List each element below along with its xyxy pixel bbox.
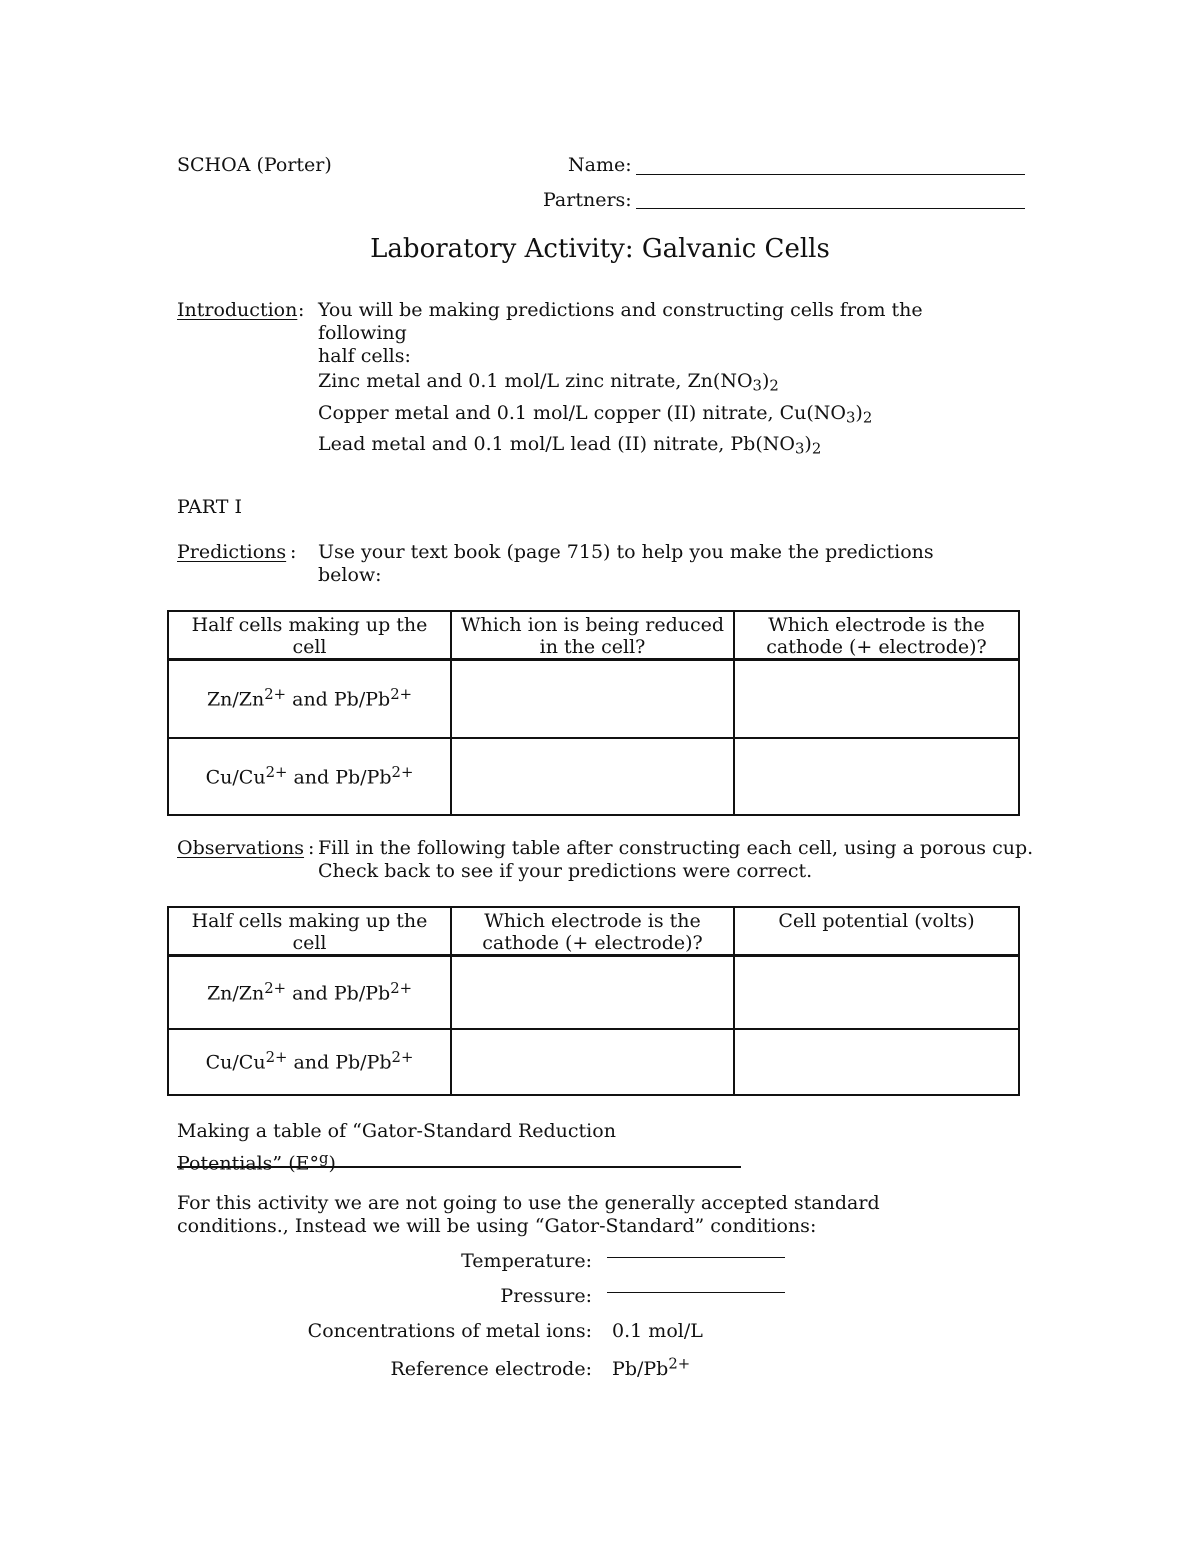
- gator-paragraph: [177, 1192, 880, 1238]
- half-cell-copper: Copper metal and 0.1 mol/L copper (II) nitrate, $Cu(NO_3)_2$: [318, 401, 873, 427]
- table-header-row: [168, 611, 1019, 660]
- introduction-colon: :: [298, 299, 305, 321]
- observations-text: [318, 837, 1033, 883]
- table-row: [168, 956, 1019, 1029]
- page-title: Laboratory Activity: Galvanic Cells: [370, 234, 830, 264]
- header-cell-potential: Cell potential (volts): [734, 907, 1019, 956]
- header-cathode: Which electrode is the cathode (+ electrode)?: [451, 907, 734, 956]
- header-half-cells: Half cells making up the cell: [168, 611, 451, 660]
- condition-label: Reference electrode:: [390, 1357, 592, 1380]
- header-half-cells: Half cells making up the cell: [168, 907, 451, 956]
- cell-half-cells: $Zn/Zn^{2+}$ and $Pb/Pb^{2+}$: [168, 956, 451, 1029]
- condition-temperature: [174, 1250, 592, 1272]
- half-cell-list: [318, 368, 872, 463]
- partners-label: Partners:: [543, 189, 632, 211]
- observations-colon: :: [308, 837, 315, 859]
- observations-line-1: Fill in the following table after constructing each cell, using a porous cup.: [318, 837, 1034, 859]
- condition-concentration: [174, 1320, 703, 1342]
- observations-table: [167, 906, 1020, 1096]
- condition-value: $Pb/Pb^{2+}$: [612, 1355, 691, 1380]
- gator-paragraph-line-1: For this activity we are not going to use the generally accepted standard: [177, 1192, 880, 1214]
- partners-field-line[interactable]: [636, 208, 1025, 209]
- intro-line-1: You will be making predictions and constructing cells from the: [318, 299, 923, 321]
- table-row: [168, 1029, 1019, 1095]
- answer-cell[interactable]: [734, 660, 1019, 738]
- introduction-text: [318, 299, 923, 368]
- condition-pressure: [174, 1285, 592, 1307]
- temperature-blank[interactable]: [607, 1257, 785, 1258]
- intro-line-3: half cells:: [318, 345, 411, 367]
- predictions-text: [318, 541, 934, 587]
- table-header-row: [168, 907, 1019, 956]
- name-label: Name:: [568, 154, 632, 176]
- name-field-line[interactable]: [636, 174, 1025, 175]
- half-cell-lead: Lead metal and 0.1 mol/L lead (II) nitrate, $Pb(NO_3)_2$: [318, 433, 822, 459]
- predictions-colon: :: [290, 541, 297, 563]
- observations-label: Observations: [177, 837, 305, 859]
- answer-cell[interactable]: [734, 956, 1019, 1029]
- answer-cell[interactable]: [451, 1029, 734, 1095]
- table-row: [168, 660, 1019, 738]
- observations-line-2: Check back to see if your predictions were correct.: [318, 860, 813, 882]
- condition-label: Pressure:: [500, 1285, 592, 1307]
- gator-paragraph-line-2: conditions., Instead we will be using “Gator-Standard” conditions:: [177, 1215, 817, 1237]
- cell-half-cells: $Zn/Zn^{2+}$ and $Pb/Pb^{2+}$: [168, 660, 451, 738]
- condition-label: Temperature:: [461, 1250, 592, 1272]
- gator-heading-line-2: Potentials” (E°$^g$): [177, 1150, 336, 1175]
- answer-cell[interactable]: [451, 660, 734, 738]
- table-row: [168, 738, 1019, 815]
- course-label: SCHOA (Porter): [177, 154, 332, 176]
- predictions-table: [167, 610, 1020, 816]
- condition-value: 0.1 mol/L: [612, 1320, 703, 1342]
- part-heading: PART I: [177, 496, 242, 518]
- gator-heading-rule: [177, 1166, 741, 1168]
- condition-label: Concentrations of metal ions:: [307, 1320, 592, 1342]
- predictions-label: Predictions: [177, 541, 287, 563]
- condition-reference: [174, 1355, 690, 1380]
- header-ion-reduced: Which ion is being reduced in the cell?: [451, 611, 734, 660]
- intro-line-2: following: [318, 322, 407, 344]
- answer-cell[interactable]: [451, 956, 734, 1029]
- pressure-blank[interactable]: [607, 1292, 785, 1293]
- half-cell-zinc: Zinc metal and 0.1 mol/L zinc nitrate, $Zn(NO_3)_2$: [318, 370, 779, 395]
- answer-cell[interactable]: [451, 738, 734, 815]
- predictions-line-2: below:: [318, 564, 382, 586]
- predictions-line-1: Use your text book (page 715) to help you make the predictions: [318, 541, 934, 563]
- introduction-label: Introduction: [177, 299, 298, 321]
- answer-cell[interactable]: [734, 1029, 1019, 1095]
- answer-cell[interactable]: [734, 738, 1019, 815]
- header-cathode: Which electrode is the cathode (+ electrode)?: [734, 611, 1019, 660]
- gator-heading-line-1: Making a table of “Gator-Standard Reduction: [177, 1120, 616, 1142]
- gator-heading: [177, 1118, 616, 1178]
- cell-half-cells: $Cu/Cu^{2+}$ and $Pb/Pb^{2+}$: [168, 738, 451, 815]
- cell-half-cells: $Cu/Cu^{2+}$ and $Pb/Pb^{2+}$: [168, 1029, 451, 1095]
